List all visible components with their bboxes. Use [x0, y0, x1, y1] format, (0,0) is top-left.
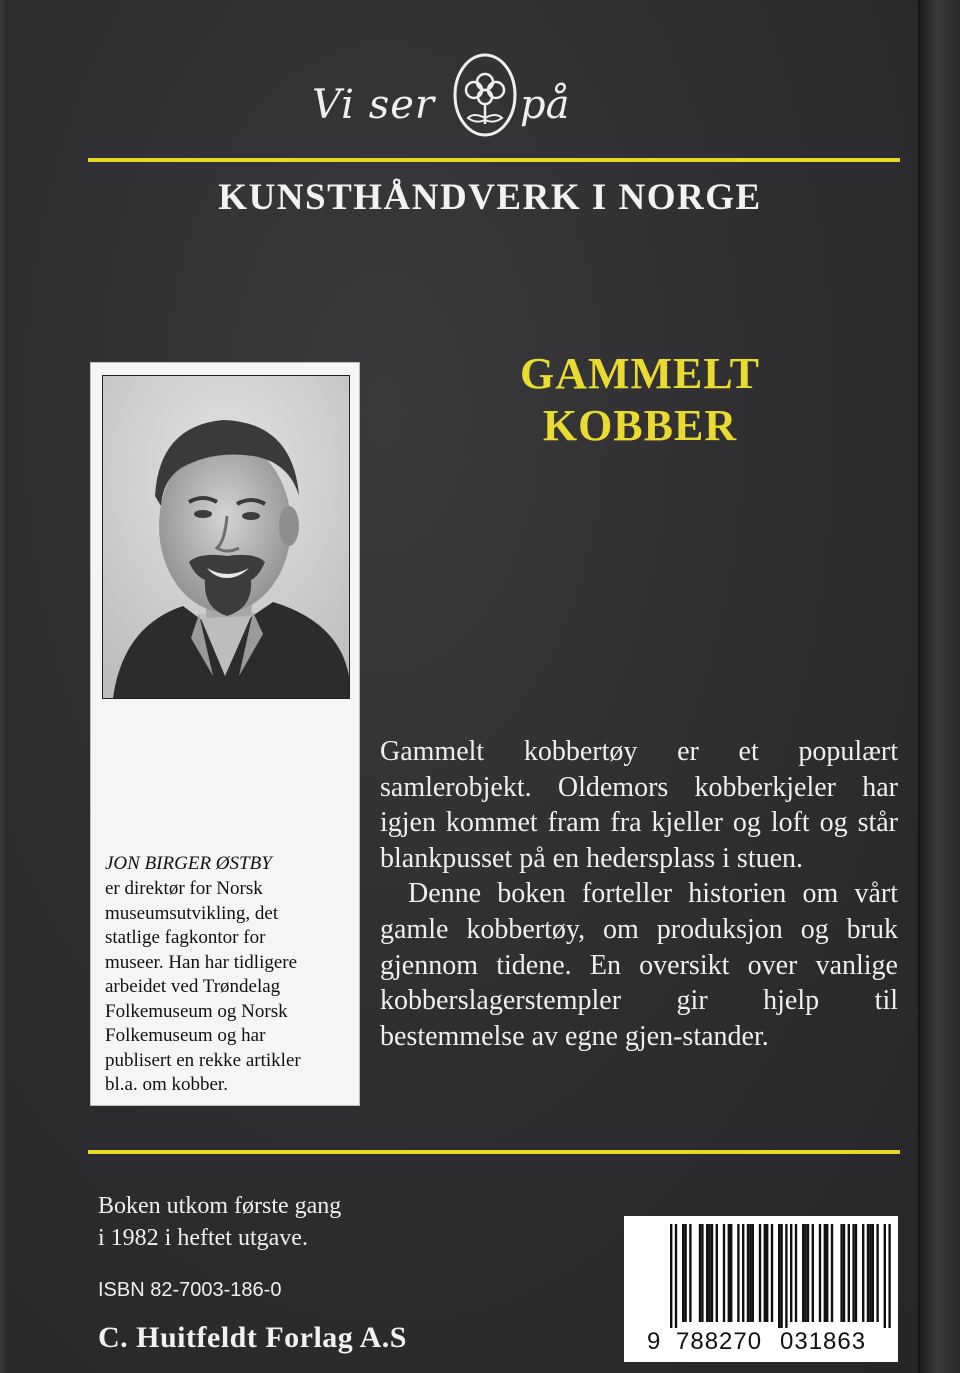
author-portrait	[102, 375, 350, 699]
author-bio-line: publisert en rekke artikler	[105, 1049, 301, 1071]
publisher-name: C. Huitfeldt Forlag A.S	[98, 1321, 407, 1354]
barcode-first-digit: 9	[647, 1328, 662, 1355]
author-bio-line: arbeidet ved Trøndelag	[105, 976, 281, 997]
author-bio-line: bl.a. om kobber.	[105, 1074, 228, 1095]
top-yellow-rule	[88, 158, 900, 162]
author-bio-line: museumsutvikling, det	[105, 902, 279, 924]
author-bio-line: statlige fagkontor for	[105, 927, 266, 948]
author-bio-line: Folkemuseum og har	[105, 1025, 266, 1046]
author-name: JON BIRGER ØSTBY	[105, 853, 272, 874]
book-title-line1: GAMMELT	[519, 349, 761, 398]
series-text-left: Vi ser	[312, 82, 436, 128]
series-header	[0, 48, 960, 158]
book-title	[470, 348, 810, 452]
isbn-number: ISBN 82-7003-186-0	[98, 1279, 282, 1301]
edition-line-2: i 1982 i heftet utgave.	[98, 1225, 308, 1251]
barcode	[624, 1216, 898, 1362]
barcode-digit-group-1: 788270	[676, 1328, 763, 1355]
description-paragraph-2: Denne boken forteller historien om vårt gamle kobbertøy, om produksjon og bruk gjennom tidene. En oversikt over vanlige kobberslagerstempler gir hjelp til bestemmelse av egne gjen-stander.	[380, 878, 898, 1052]
barcode-bars-icon	[624, 1216, 898, 1328]
barcode-digit-group-2: 031863	[780, 1328, 867, 1355]
series-title: KUNSTHÅNDVERK I NORGE	[218, 177, 762, 218]
description-paragraph-1: Gammelt kobbertøy er et populært samlerobjekt. Oldemors kobberkjeler har igjen kommet fram fra kjeller og loft og står blankpusset på en hedersplass i stuen.	[380, 736, 898, 874]
book-description	[380, 734, 898, 1054]
bottom-yellow-rule	[88, 1150, 900, 1154]
series-text-right: på	[520, 82, 570, 128]
author-info-box	[90, 362, 360, 1106]
author-bio	[105, 877, 355, 1098]
edition-note	[98, 1190, 458, 1254]
author-bio-line: Folkemuseum og Norsk	[105, 1000, 288, 1022]
flower-oval-emblem-icon	[452, 52, 518, 138]
book-title-line2: KOBBER	[542, 401, 738, 450]
author-bio-line: museer. Han har tidligere	[105, 951, 298, 973]
edition-line-1: Boken utkom første gang	[98, 1193, 342, 1219]
author-bio-line: er direktør for Norsk	[105, 878, 263, 899]
author-portrait-drawing	[103, 376, 349, 698]
